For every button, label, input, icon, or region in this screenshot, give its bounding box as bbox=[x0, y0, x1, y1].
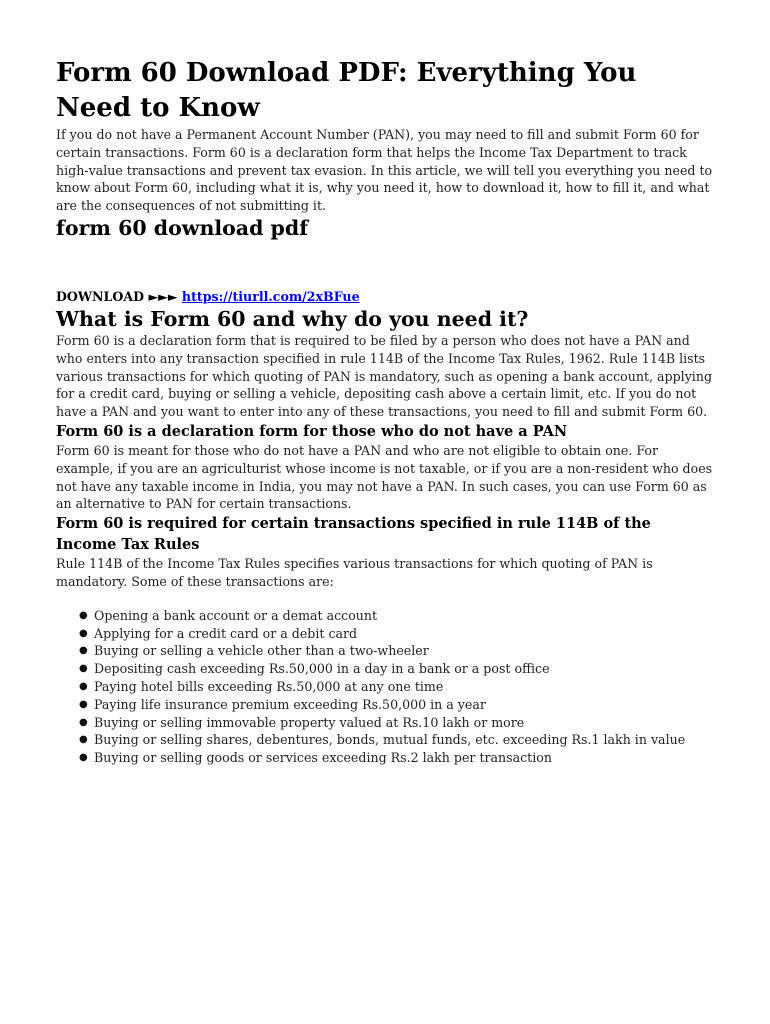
list-item-text: Buying or selling immovable property valued at Rs.10 lakh or more bbox=[94, 714, 525, 730]
list-item bbox=[79, 642, 714, 660]
download-label: DOWNLOAD ►►► bbox=[56, 288, 178, 304]
what-is-form-60-paragraph: Form 60 is a declaration form that is required to be filed by a person who does not have a PAN and who enters into any transaction specified in rule 114B of the Income Tax Rules, 1962. Rule 114B lists various transactions for which quoting of PAN is mandatory, such as opening a bank account, applying for a credit card, buying or selling a vehicle, depositing cash above a certain limit, etc. If you do not have a PAN and you want to enter into any of these transactions, you need to fill and submit Form 60. bbox=[56, 332, 713, 420]
intro-paragraph: If you do not have a Permanent Account Number (PAN), you may need to fill and submit Form 60 for certain transactions. Form 60 is a declaration form that helps the Income Tax Department to track high-value transactions and prevent tax evasion. In this article, we will tell you everything you need to know about Form 60, including what it is, why you need it, how to download it, how to fill it, and what are the consequences of not submitting it. bbox=[56, 127, 713, 214]
bullet-icon: ● bbox=[79, 680, 88, 692]
list-item-text: Buying or selling shares, debentures, bonds, mutual funds, etc. exceeding Rs.1 lakh in value bbox=[94, 732, 686, 748]
bullet-icon: ● bbox=[79, 716, 88, 728]
list-item-text: Applying for a credit card or a debit card bbox=[94, 625, 358, 641]
required-transactions-heading: Form 60 is required for certain transactions specified in rule 114B of the Income Tax Rules bbox=[56, 515, 651, 554]
required-transactions-paragraph: Rule 114B of the Income Tax Rules specifies various transactions for which quoting of PAN is mandatory. Some of these transactions are: bbox=[56, 556, 653, 589]
bullet-icon: ● bbox=[79, 698, 88, 710]
list-item bbox=[79, 731, 714, 749]
what-is-form-60-heading: What is Form 60 and why do you need it? bbox=[56, 306, 529, 331]
list-item-text: Buying or selling goods or services exceeding Rs.2 lakh per transaction bbox=[94, 750, 552, 766]
download-line bbox=[56, 288, 714, 306]
transactions-list bbox=[56, 607, 714, 767]
declaration-form-paragraph: Form 60 is meant for those who do not have a PAN and who are not eligible to obtain one. For example, if you are an agriculturist whose income is not taxable, or if you are a non-resident who does not have any taxable income in India, you may not have a PAN. In such cases, you can use Form 60 as an alternative to PAN for certain transactions. bbox=[56, 442, 713, 512]
list-item bbox=[79, 660, 714, 678]
download-link[interactable]: https://tiurll.com/2xBFue bbox=[181, 288, 360, 304]
list-item-text: Paying life insurance premium exceeding Rs.50,000 in a year bbox=[94, 696, 486, 712]
download-heading: form 60 download pdf bbox=[56, 215, 309, 240]
list-item bbox=[79, 678, 714, 696]
list-item-text: Buying or selling a vehicle other than a two-wheeler bbox=[94, 643, 429, 659]
bullet-icon: ● bbox=[79, 663, 88, 675]
list-item bbox=[79, 607, 714, 625]
bullet-icon: ● bbox=[79, 645, 88, 657]
list-item bbox=[79, 714, 714, 732]
bullet-icon: ● bbox=[79, 752, 88, 764]
list-item bbox=[79, 749, 714, 767]
declaration-form-heading: Form 60 is a declaration form for those who do not have a PAN bbox=[56, 422, 568, 440]
page-title: Form 60 Download PDF: Everything You Need to Know bbox=[56, 58, 637, 123]
bullet-icon: ● bbox=[79, 734, 88, 746]
list-item-text: Opening a bank account or a demat account bbox=[94, 607, 378, 623]
list-item-text: Depositing cash exceeding Rs.50,000 in a day in a bank or a post office bbox=[94, 661, 550, 677]
bullet-icon: ● bbox=[79, 609, 88, 621]
list-item bbox=[79, 696, 714, 714]
bullet-icon: ● bbox=[79, 627, 88, 639]
list-item-text: Paying hotel bills exceeding Rs.50,000 at any one time bbox=[94, 678, 444, 694]
list-item bbox=[79, 625, 714, 643]
